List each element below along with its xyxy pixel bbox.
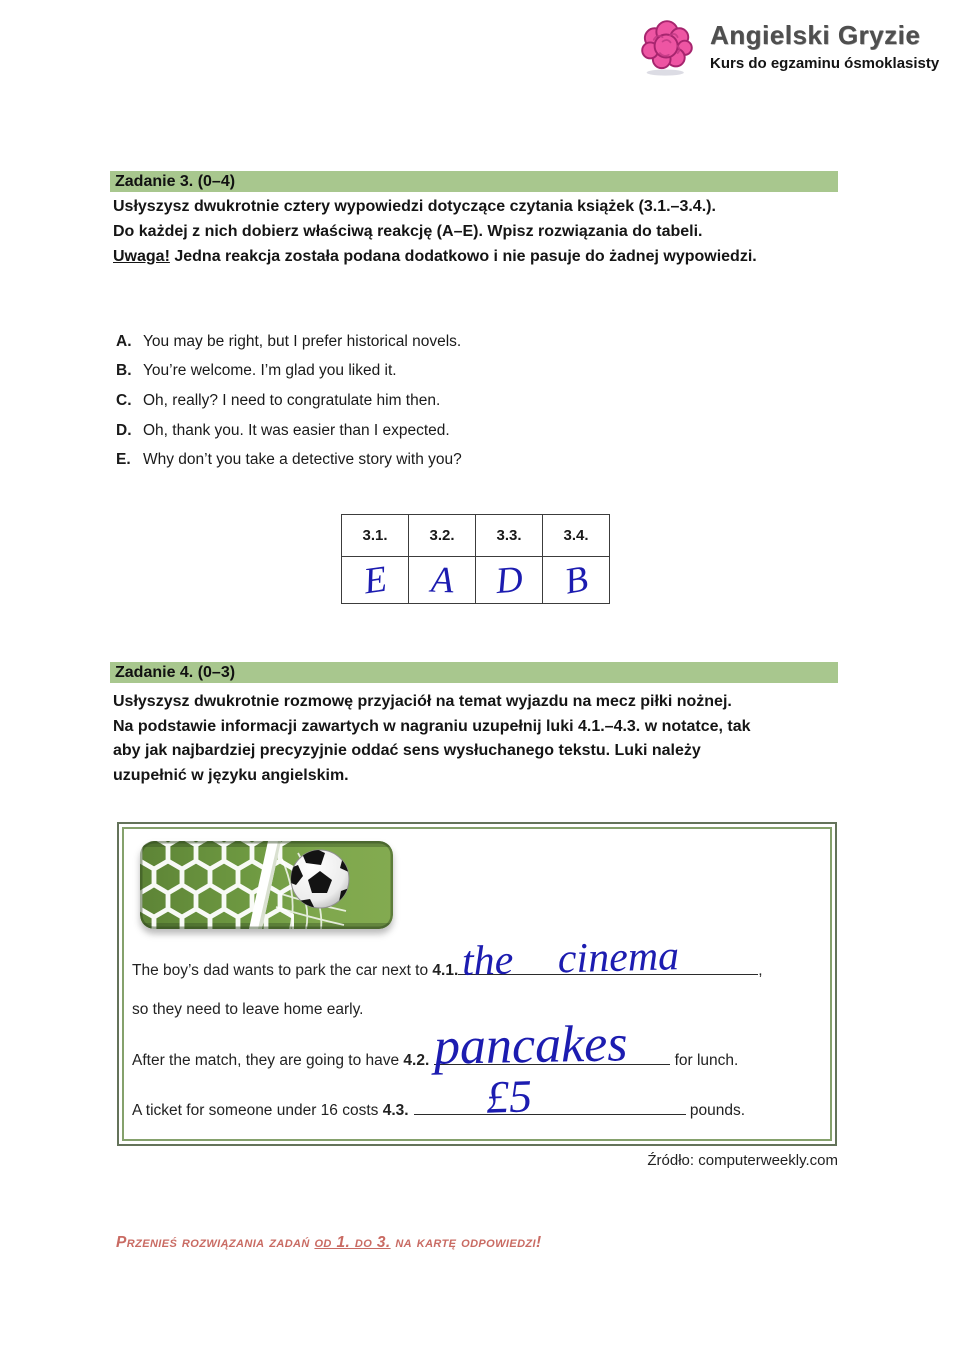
source-attribution: Źródło: computerweekly.com [647, 1152, 838, 1169]
brand-subtitle: Kurs do egzaminu ósmoklasisty [710, 55, 940, 72]
answer-table-answer-row [342, 557, 610, 604]
transfer-note-underlined: od 1. do 3. [314, 1234, 391, 1251]
brand-header [636, 14, 939, 83]
task3-options-list [116, 327, 462, 475]
header-cell-3-1: 3.1. [342, 515, 409, 557]
gap-number-4-3: 4.3. [382, 1102, 409, 1119]
option-b-letter: B. [116, 362, 132, 380]
task3-instruction-line2: Do każdej z nich dobierz właściwą reakcję (A–E). Wpisz rozwiązania do tabeli. [113, 223, 703, 240]
task3-instructions [113, 194, 845, 269]
note-sentence-4 [132, 1070, 832, 1123]
answer-cell-3-4[interactable] [543, 557, 610, 604]
transfer-answers-note [116, 1234, 542, 1252]
option-c-text: Oh, really? I need to congratulate him then. [143, 391, 441, 409]
handwritten-answer-4-2: pancakes [433, 1015, 629, 1076]
task4-header-bar: Zadanie 4. (0–3) [110, 662, 838, 683]
sentence-3-after: for lunch. [670, 1052, 739, 1069]
task3-header-bar: Zadanie 3. (0–4) [110, 171, 838, 192]
answer-blank-4-2[interactable] [433, 1015, 670, 1076]
handwritten-answer-4-3: £5 [484, 1070, 533, 1123]
option-b [116, 357, 462, 387]
task4-instruction-line1: Usłyszysz dwukrotnie rozmowę przyjaciół na temat wyjazdu na mecz piłki nożnej. [113, 693, 732, 710]
answer-table-header-row [342, 515, 610, 557]
sentence-2-text: so they need to leave home early. [132, 1001, 364, 1018]
handwritten-answer-4-1: the cinema [461, 933, 680, 985]
option-c-letter: C. [116, 391, 132, 409]
option-e [116, 445, 462, 475]
option-e-text: Why don’t you take a detective story with you? [143, 451, 462, 469]
gap-number-4-1: 4.1. [432, 962, 459, 979]
sentence-1-after: , [758, 962, 763, 979]
option-e-letter: E. [116, 451, 131, 469]
answer-cell-3-3[interactable] [476, 557, 543, 604]
task3-instruction-line3-rest: Jedna reakcja została podana dodatkowo i nie pasuje do żadnej wypowiedzi. [169, 248, 757, 265]
task3-answer-table [341, 514, 610, 604]
option-d [116, 416, 462, 446]
option-a-text: You may be right, but I prefer historical novels. [143, 332, 462, 350]
transfer-note-part1: Przenieś rozwiązania zadań [116, 1234, 315, 1251]
answer-cell-3-1[interactable] [342, 557, 409, 604]
header-cell-3-3: 3.3. [476, 515, 543, 557]
sentence-4-after: pounds. [685, 1102, 746, 1119]
header-cell-3-4: 3.4. [543, 515, 610, 557]
handwritten-answer-3-3: D [493, 558, 525, 602]
option-a-letter: A. [116, 332, 132, 350]
note-sentence-1 [132, 933, 832, 985]
answer-cell-3-2[interactable] [409, 557, 476, 604]
task4-instructions [113, 690, 845, 788]
transfer-note-part2: na kartę odpowiedzi! [390, 1234, 542, 1251]
answer-blank-4-1[interactable] [458, 933, 758, 985]
brand-title: Angielski Gryzie [710, 20, 921, 50]
task4-instruction-line4: uzupełnić w języku angielskim. [113, 766, 349, 784]
brain-icon [636, 14, 698, 83]
option-d-letter: D. [116, 421, 132, 439]
task4-note-box [117, 822, 837, 1146]
sentence-1-before: The boy’s dad wants to park the car next to [132, 962, 433, 979]
handwritten-answer-3-1: E [360, 558, 390, 602]
handwritten-answer-3-2: A [429, 559, 455, 601]
uwaga-label: Uwaga! [113, 248, 170, 265]
option-d-text: Oh, thank you. It was easier than I expected. [143, 421, 450, 439]
option-a [116, 327, 462, 357]
note-sentence-2 [132, 1001, 832, 1019]
task4-instruction-line2: Na podstawie informacji zawartych w nagraniu uzupełnij luki 4.1.–4.3. w notatce, tak [113, 717, 751, 735]
sentence-3-before: After the match, they are going to have [132, 1052, 404, 1069]
task3-instruction-line1: Usłyszysz dwukrotnie cztery wypowiedzi dotyczące czytania książek (3.1.–3.4.). [113, 198, 716, 215]
header-cell-3-2: 3.2. [409, 515, 476, 557]
task4-instruction-line3: aby jak najbardziej precyzyjnie oddać sens wysłuchanego tekstu. Luki należy [113, 742, 701, 760]
sentence-4-before: A ticket for someone under 16 costs [132, 1102, 383, 1119]
answer-blank-4-3[interactable] [414, 1070, 686, 1123]
option-b-text: You’re welcome. I’m glad you liked it. [143, 362, 397, 380]
task3-instruction-line3 [113, 244, 845, 269]
note-sentence-3 [132, 1015, 832, 1076]
option-c [116, 386, 462, 416]
soccer-goal-image [140, 841, 393, 929]
handwritten-answer-3-4: B [561, 557, 591, 603]
task4-note-box-inner [122, 827, 832, 1141]
gap-number-4-2: 4.2. [403, 1052, 430, 1069]
